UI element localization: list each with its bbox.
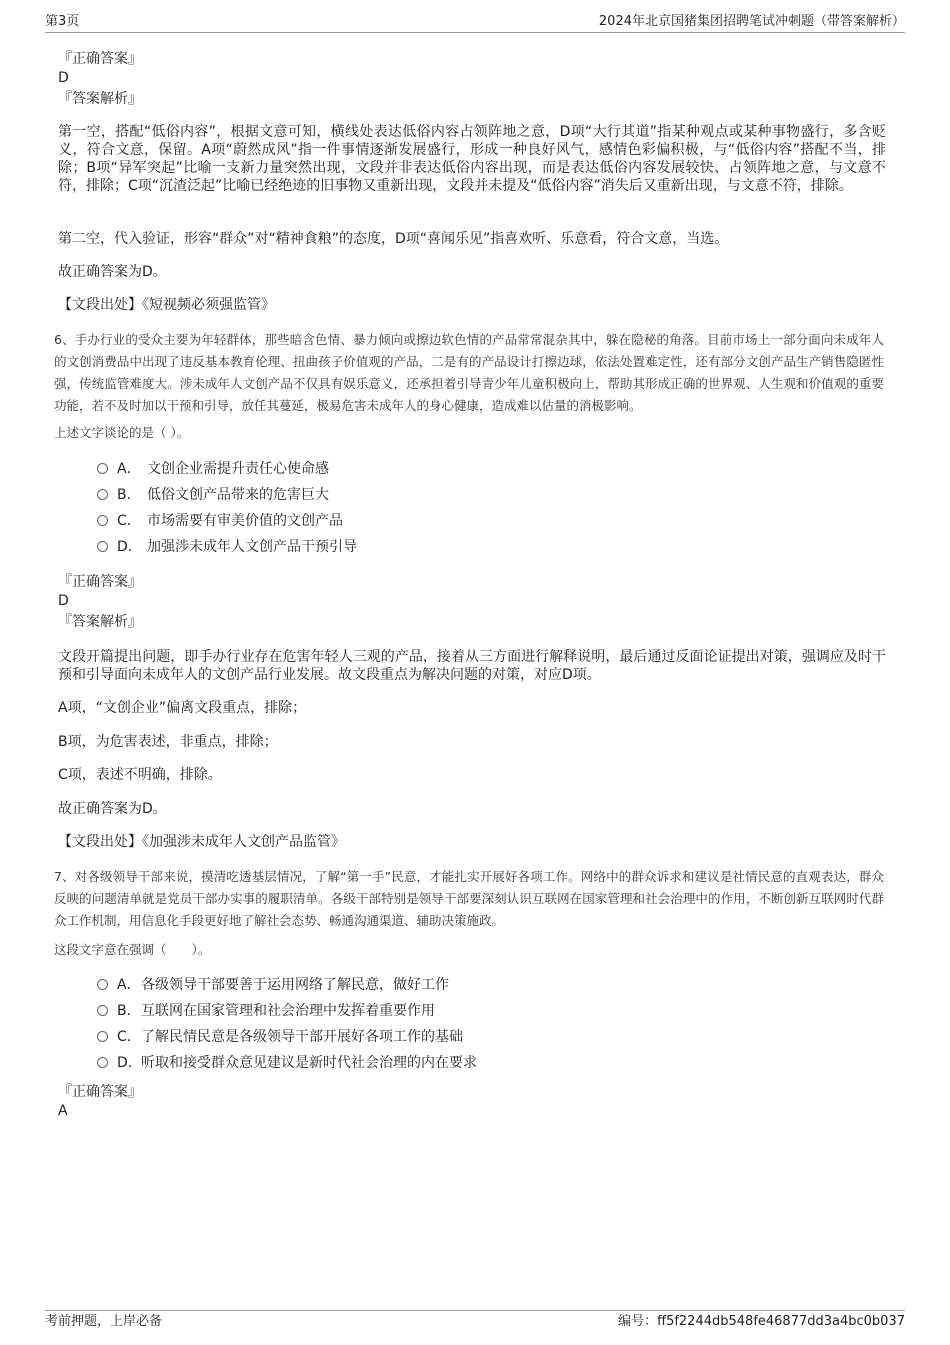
- q5-answer-label: 『正确答案』: [58, 51, 142, 67]
- radio-button[interactable]: [97, 463, 108, 474]
- q6-analysis-c: C项，表述不明确，排除。: [58, 767, 222, 783]
- q5-conclusion: 故正确答案为D。: [58, 264, 167, 280]
- q6-stem: 6、手办行业的受众主要为年轻群体，那些暗含色情、暴力倾向或擦边软色情的产品常常混杂其中，躲在隐秘的角落。目前市场上一部分面向未成年人的文创消费品中出现了违反基本教育伦理、扭曲孩子价值观的产品，二是有的产品设计打擦边球，依法处置难定性，还有部分文创产品生产销售隐匿性强，传统监管难度大。涉未成年人文创产品不仅具有娱乐意义，还承担着引导青少年儿童积极向上，帮助其形成正确的世界观、人生观和价值观的重要功能，若不及时加以干预和引导，放任其蔓延，极易危害未成年人的身心健康，造成难以估量的消极影响。: [54, 332, 884, 413]
- q5-analysis-paragraph-2: 第二空，代入验证，形容“群众”对“精神食粮”的态度，D项“喜闻乐见”指喜欢听、乐意看，符合文意，当选。: [58, 231, 729, 247]
- q6-analysis-label: 『答案解析』: [58, 614, 142, 630]
- q6-analysis-b: B项，为危害表述，非重点，排除；: [58, 734, 278, 750]
- document-title: 2024年北京国猪集团招聘笔试冲刺题（带答案解析）: [598, 14, 905, 29]
- q7-stem: 7、对各级领导干部来说，摸清吃透基层情况，了解“第一手”民意，才能扎实开展好各项工作。网络中的群众诉求和建议是社情民意的直观表达，群众反映的问题清单就是党员干部办实事的履职清单。各级干部特别是领导干部要深刻认识互联网在国家管理和社会治理中的作用，不断创新互联网时代群众工作机制，用信息化手段更好地了解社会态势、畅通沟通渠道、辅助决策施政。: [54, 869, 884, 928]
- q7-option-d[interactable]: D．听取和接受群众意见建议是新时代社会治理的内在要求: [97, 1054, 477, 1072]
- q6-analysis-paragraph: 文段开篇提出问题，即手办行业存在危害年轻人三观的产品，接着从三方面进行解释说明，最后通过反面论证提出对策，强调应及时干预和引导面向未成年人的文创产品行业发展。故文段重点为解决问题的对策，对应D项。: [58, 649, 886, 683]
- q7-answer-label: 『正确答案』: [58, 1084, 142, 1100]
- radio-button[interactable]: [97, 515, 108, 526]
- page-header: [45, 14, 905, 33]
- q5-analysis-paragraph-1: 第一空，搭配“低俗内容”，根据文意可知，横线处表达低俗内容占领阵地之意，D项“大行其道”指某种观点或某种事物盛行，多含贬义，符合文意，保留。A项“蔚然成风”指一件事情逐渐发展盛行，形成一种良好风气，感情色彩偏积极，与“低俗内容”搭配不当，排除；B项“异军突起”比喻一支新力量突然出现，文段并非表达低俗内容出现，而是表达低俗内容发展较快、占领阵地之意，与文意不符，排除；C项“沉渣泛起”比喻已经绝迹的旧事物又重新出现，文段并未提及“低俗内容”消失后又重新出现，与文意不符，排除。: [58, 124, 886, 194]
- q6-source: 【文段出处】《加强涉未成年人文创产品监管》: [58, 834, 345, 850]
- radio-button[interactable]: [97, 1031, 108, 1042]
- q6-option-d[interactable]: D． 加强涉未成年人文创产品干预引导: [97, 538, 357, 556]
- q7-answer: A: [58, 1103, 68, 1119]
- q6-option-b[interactable]: B． 低俗文创产品带来的危害巨大: [97, 486, 329, 504]
- q7-question: 这段文字意在强调（ ）。: [54, 942, 211, 957]
- page-number: 第3页: [45, 14, 80, 29]
- radio-button[interactable]: [97, 1005, 108, 1016]
- q6-option-c[interactable]: C． 市场需要有审美价值的文创产品: [97, 512, 343, 530]
- q5-answer: D: [58, 70, 69, 86]
- q5-analysis-label: 『答案解析』: [58, 91, 142, 107]
- q7-option-a[interactable]: A．各级领导干部要善于运用网络了解民意，做好工作: [97, 976, 449, 994]
- q6-option-a[interactable]: A． 文创企业需提升责任心使命感: [97, 460, 329, 478]
- radio-button[interactable]: [97, 489, 108, 500]
- q7-option-b[interactable]: B．互联网在国家管理和社会治理中发挥着重要作用: [97, 1002, 435, 1020]
- radio-button[interactable]: [97, 1057, 108, 1068]
- q6-question: 上述文字谈论的是（ ）。: [54, 425, 190, 440]
- page-footer: [45, 1310, 905, 1331]
- q7-option-c[interactable]: C．了解民情民意是各级领导干部开展好各项工作的基础: [97, 1028, 463, 1046]
- q5-source: 【文段出处】《短视频必须强监管》: [58, 297, 275, 313]
- radio-button[interactable]: [97, 541, 108, 552]
- q6-answer-label: 『正确答案』: [58, 574, 142, 590]
- radio-button[interactable]: [97, 979, 108, 990]
- footer-slogan: 考前押题，上岸必备: [45, 1314, 163, 1329]
- q6-analysis-a: A项，“文创企业”偏离文段重点，排除；: [58, 700, 307, 716]
- q6-conclusion: 故正确答案为D。: [58, 801, 167, 817]
- document-id: 编号：ff5f2244db548fe46877dd3a4bc0b037: [618, 1314, 905, 1329]
- q6-answer: D: [58, 593, 69, 609]
